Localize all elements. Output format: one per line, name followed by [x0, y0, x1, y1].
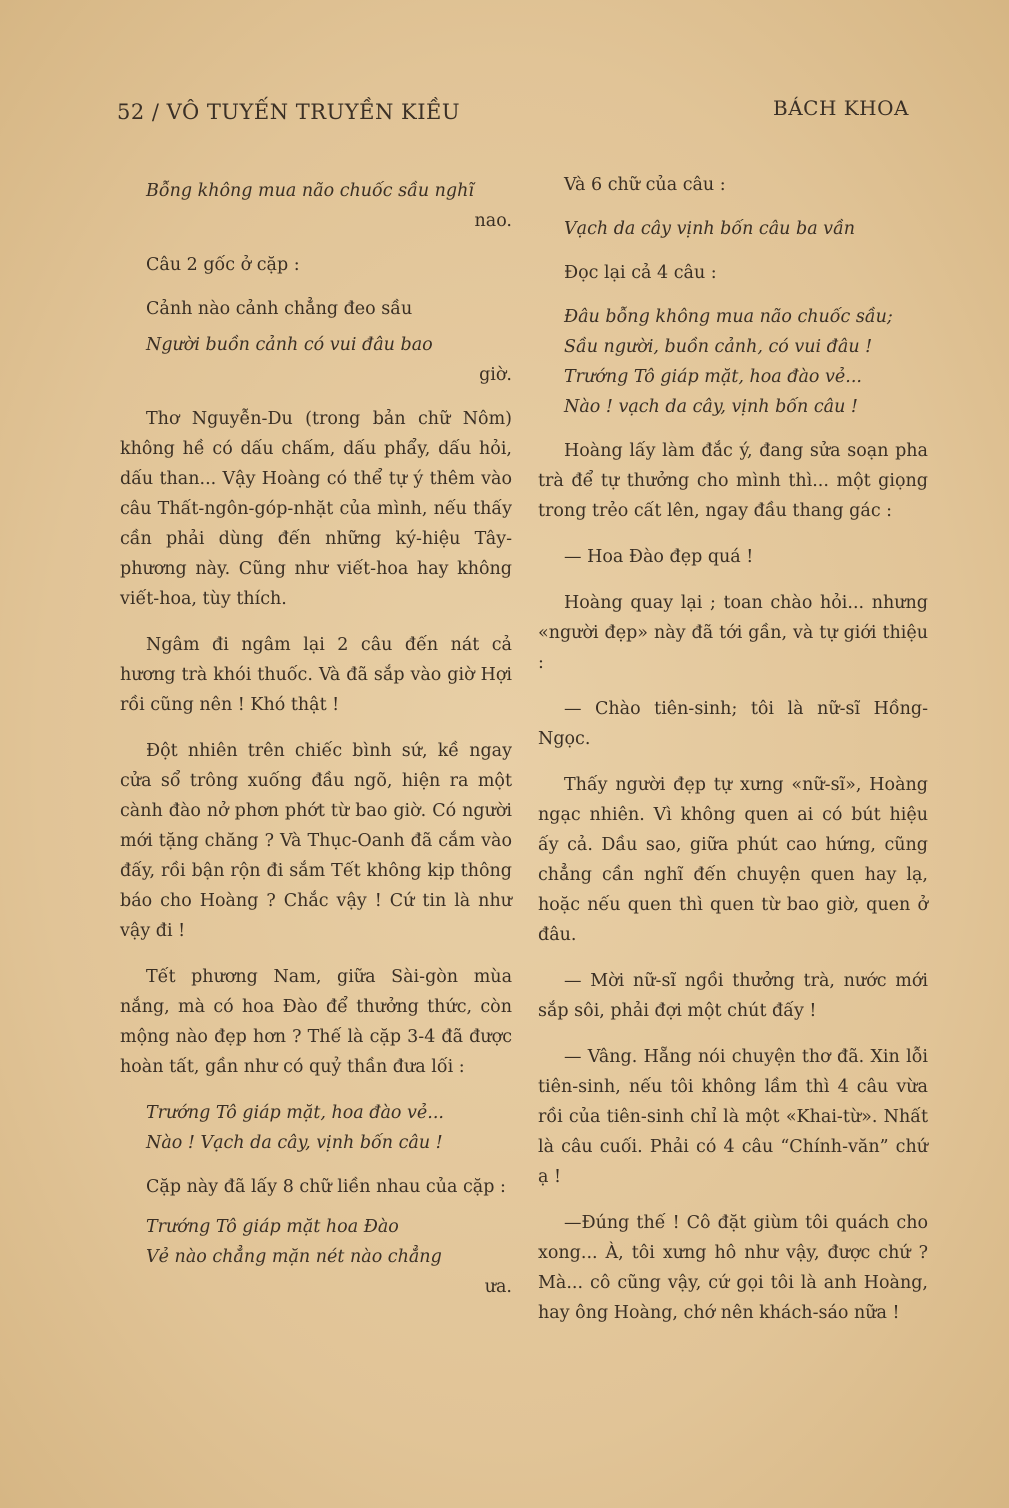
paragraph: Đột nhiên trên chiếc bình sứ, kề ngay cửa sổ trông xuống đầu ngõ, hiện ra một cành đào nở phơn phớt từ bao giờ. Có người mới tặng chăng ? Và Thục-Oanh đã cắm vào đấy, rồi bận rộn đi sắm Tết không kịp thông báo cho Hoàng ? Chắc vậy ! Cứ tin là như vậy đi ! [120, 741, 512, 941]
verse-text: Cảnh nào cảnh chẳng đeo sầu [146, 299, 413, 319]
dialogue-line: — Vâng. Hẵng nói chuyện thơ đã. Xin lỗi tiên-sinh, nếu tôi không lầm thì 4 câu vừa rồi của tiên-sinh chỉ là một «Khai-từ». Nhất là câu cuối. Phải có 4 câu “Chính-văn” chứ ạ ! [538, 1047, 928, 1187]
cap2-label: Câu 2 gốc ở cặp : [146, 255, 300, 275]
read-again-label: Đọc lại cả 4 câu : [564, 263, 717, 283]
paragraph: Cặp này đã lấy 8 chữ liền nhau của cặp : [146, 1177, 506, 1197]
paragraph: Hoàng quay lại ; toan chào hỏi... nhưng «người đẹp» này đã tới gần, và tự giới thiệu : [538, 593, 928, 673]
dialogue-line: — Hoa Đào đẹp quá ! [564, 547, 754, 567]
poem-line: Trướng Tô giáp mặt, hoa đào vẻ... [564, 367, 862, 387]
paragraph: Thấy người đẹp tự xưng «nữ-sĩ», Hoàng ngạc nhiên. Vì không quen ai có bút hiệu ấy cả. Dầu sao, giữa phút cao hứng, cũng chẳng cần nghĩ đến chuyện quen hay lạ, hoặc nếu quen thì quen từ bao giờ, quen ở đâu. [538, 775, 928, 945]
left-column [120, 176, 512, 1316]
poem-line: Nào ! vạch da cây, vịnh bốn câu ! [564, 397, 858, 417]
verse-line: Vẻ nào chẳng mặn nét nào chẳng [146, 1247, 442, 1267]
verse-line: Trướng Tô giáp mặt hoa Đào [146, 1217, 399, 1237]
paragraph: Tết phương Nam, giữa Sài-gòn mùa nắng, mà có hoa Đào để thưởng thức, còn mộng nào đẹp hơn ? Thế là cặp 3-4 đã được hoàn tất, gần như có quỷ thần đưa lối : [120, 967, 512, 1077]
verse-line [146, 294, 512, 324]
running-header-title: 52 / VÔ TUYẾN TRUYỀN KIỀU [117, 100, 461, 124]
dialogue-line: — Mời nữ-sĩ ngồi thưởng trà, nước mới sắp sôi, phải đợi một chút đấy ! [538, 971, 928, 1021]
paragraph: Thơ Nguyễn-Du (trong bản chữ Nôm) không hề có dấu chấm, dấu phẩy, dấu hỏi, dấu than... Vậy Hoàng có thể tự ý thêm vào câu Thất-ngôn-góp-nhặt của mình, nếu thấy cần phải dùng đến những ký-hiệu Tây-phương này. Cũng như viết-hoa hay không viết-hoa, tùy thích. [120, 409, 512, 609]
verse-line-tail: giờ. [479, 365, 512, 385]
verse-line: Trướng Tô giáp mặt, hoa đào vẻ... [146, 1103, 444, 1123]
verse-line: Bỗng không mua não chuốc sầu nghĩ [146, 181, 475, 201]
magazine-name: BÁCH KHOA [773, 96, 909, 120]
verse-line-tail: ưa. [484, 1277, 512, 1297]
six-words-label: Và 6 chữ của câu : [564, 175, 726, 195]
dialogue-line: — Chào tiên-sinh; tôi là nữ-sĩ Hồng-Ngọc. [538, 699, 928, 749]
verse-line: Người buồn cảnh có vui đâu bao [146, 335, 433, 355]
right-column [538, 170, 928, 1344]
paragraph: Hoàng lấy làm đắc ý, đang sửa soạn pha trà để tự thưởng cho mình thì... một giọng trong trẻo cất lên, ngay đầu thang gác : [538, 441, 928, 521]
poem-line: Đâu bỗng không mua não chuốc sầu; [564, 307, 893, 327]
verse-line-tail: nao. [474, 211, 512, 231]
verse-line: Nào ! Vạch da cây, vịnh bốn câu ! [146, 1133, 443, 1153]
verse-line: Vạch da cây vịnh bốn câu ba vần [564, 219, 856, 239]
paragraph: Ngâm đi ngâm lại 2 câu đến nát cả hương trà khói thuốc. Và đã sắp vào giờ Hợi rồi cũng nên ! Khó thật ! [120, 635, 512, 715]
poem-line: Sầu người, buồn cảnh, có vui đâu ! [564, 337, 873, 357]
dialogue-line: —Đúng thế ! Cô đặt giùm tôi quách cho xong... À, tôi xưng hô như vậy, được chứ ? Mà... cô cũng vậy, cứ gọi tôi là anh Hoàng, hay ông Hoàng, chớ nên khách-sáo nữa ! [538, 1213, 928, 1323]
